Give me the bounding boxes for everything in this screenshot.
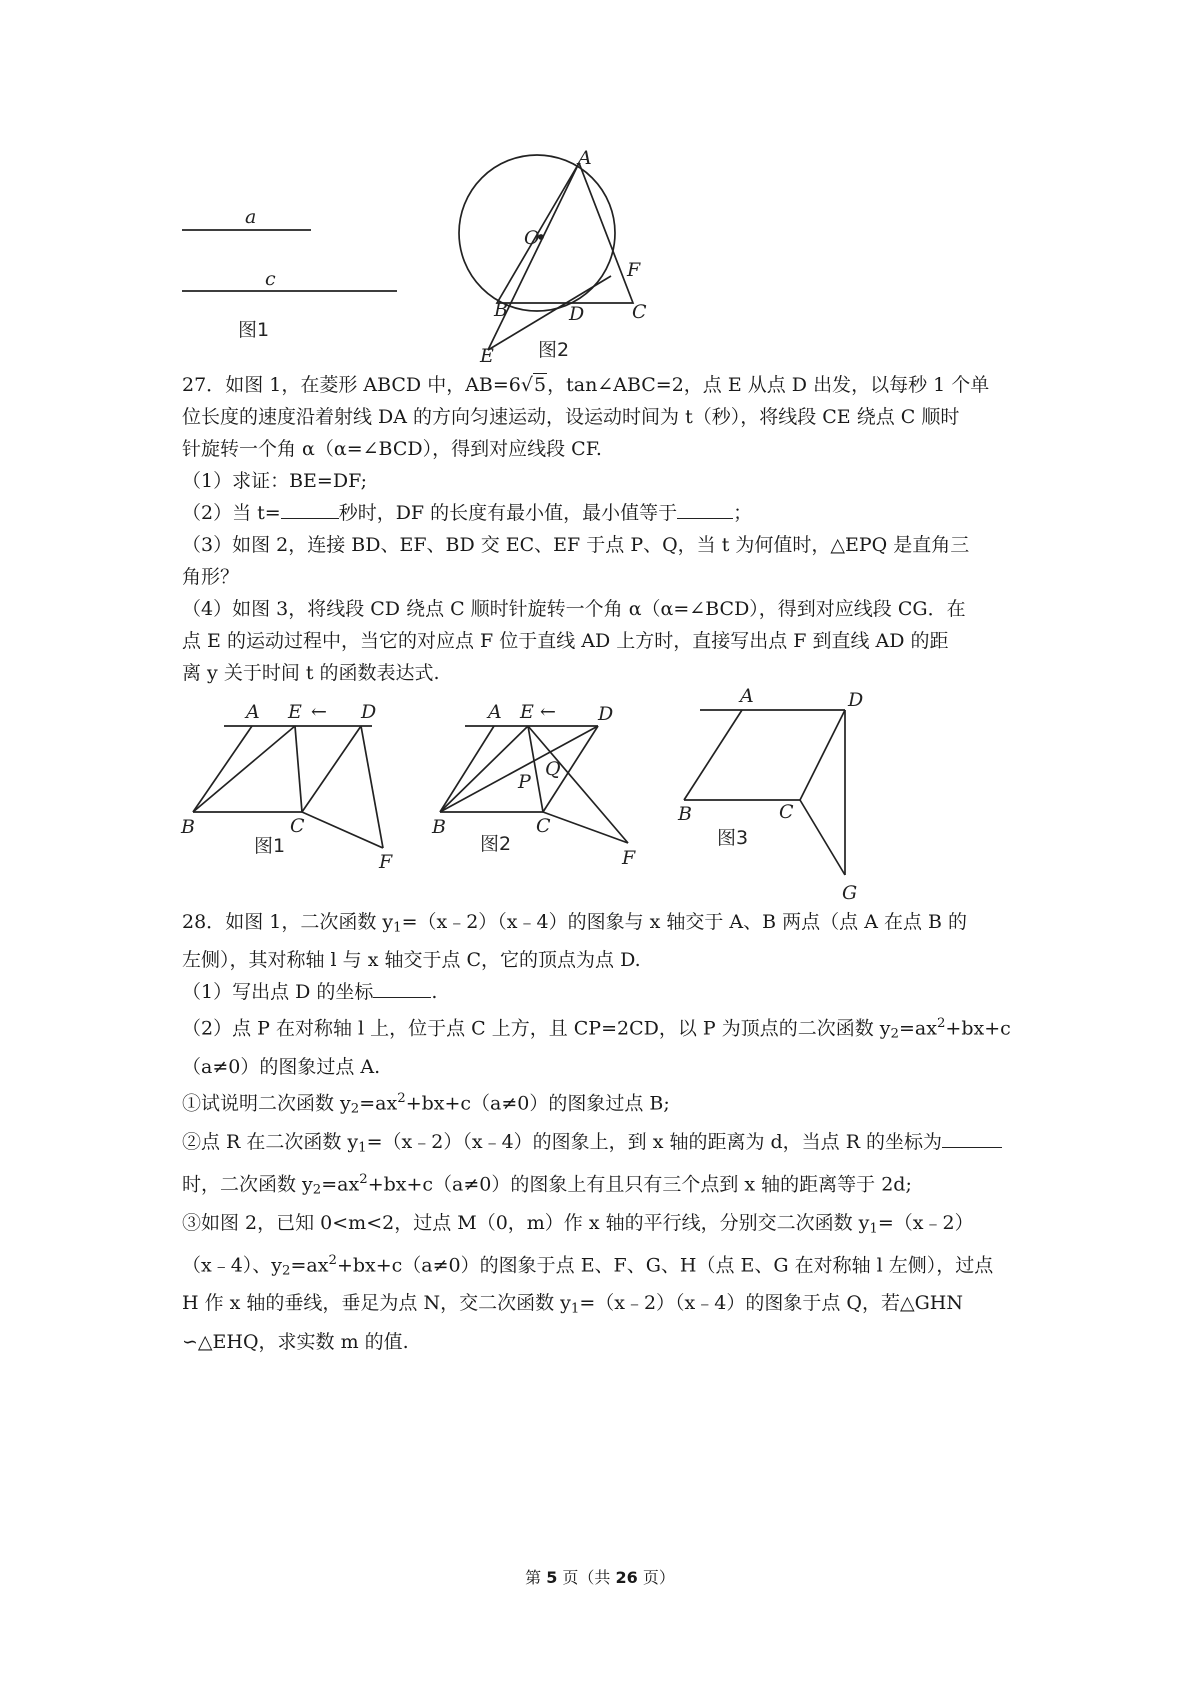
q27-part-text: （1）求证：BE=DF; xyxy=(182,470,367,492)
q28-part-text: ③如图 2，已知 0<m<2，过点 M（0，m）作 x 轴的平行线，分别交二次函数 y xyxy=(182,1211,870,1234)
label-P: P xyxy=(518,771,531,793)
q28-part-text: 时，二次函数 y xyxy=(182,1173,313,1196)
q28-sub-1 xyxy=(182,1083,1042,1126)
q28-part-2b xyxy=(182,1051,1042,1083)
line-ab xyxy=(684,710,742,800)
line-cf xyxy=(302,812,383,848)
label-B: B xyxy=(181,816,195,838)
caption-fig1-top: 图1 xyxy=(238,319,270,341)
q27-fig3 xyxy=(677,685,863,904)
sqrt-argument: 5 xyxy=(534,374,547,396)
arrow-left-icon: ← xyxy=(540,701,556,723)
line-cg xyxy=(800,800,845,875)
label-E: E xyxy=(520,701,534,723)
label-a: a xyxy=(245,206,257,228)
line-cd xyxy=(800,710,845,800)
q28-part-text: H 作 x 轴的垂线，垂足为点 N，交二次函数 y xyxy=(182,1292,571,1315)
label-C: C xyxy=(536,815,551,837)
q27-part-text: （2）当 t= xyxy=(182,502,281,524)
q28-sub-3 xyxy=(182,1207,1042,1245)
q28-part-text: ①试说明二次函数 y xyxy=(182,1092,351,1115)
label-A: A xyxy=(488,701,502,723)
q28-part-text: ②点 R 在二次函数 y xyxy=(182,1130,359,1153)
label-F: F xyxy=(627,259,641,281)
subscript: 1 xyxy=(358,1139,367,1155)
q28-number: 28． xyxy=(182,911,226,933)
q27-part-text: 角形？ xyxy=(182,566,240,588)
q28-sub-3c xyxy=(182,1287,1042,1325)
label-D: D xyxy=(361,701,377,723)
page-number: 5 xyxy=(546,1568,558,1587)
caption-q27-fig2: 图2 xyxy=(480,833,512,855)
q28-part-text: =ax xyxy=(321,1173,360,1196)
line-ab xyxy=(440,726,494,812)
label-D: D xyxy=(598,703,614,725)
q28-part-text: （a≠0）的图象过点 A. xyxy=(182,1055,381,1078)
q27-fig1 xyxy=(180,701,393,873)
label-D: D xyxy=(569,303,585,325)
answer-blank-d[interactable] xyxy=(373,977,431,998)
q27-number: 27． xyxy=(182,374,226,396)
q28-part-text: =（x﹣2） xyxy=(877,1211,974,1234)
label-G: G xyxy=(842,882,858,904)
q27-text: 针旋转一个角 α（α=∠BCD），得到对应线段 CF. xyxy=(182,438,602,460)
q28-part-text: +bx+c（a≠0）的图象上有且只有三个点到 x 轴的距离等于 2d; xyxy=(367,1173,912,1196)
arrow-left-icon: ← xyxy=(311,701,327,723)
question-28 xyxy=(182,906,1042,1358)
line-df xyxy=(361,726,383,848)
superscript: 2 xyxy=(397,1090,406,1106)
q28-line-2 xyxy=(182,944,1042,976)
q28-sub-2 xyxy=(182,1126,1042,1164)
q27-text: 如图 1，在菱形 ABCD 中，AB=6 xyxy=(225,374,521,396)
label-D: D xyxy=(848,689,864,711)
q27-part-text: （3）如图 2，连接 BD、EF、BD 交 EC、EF 于点 P、Q，当 t 为何值时，△EPQ 是直角三 xyxy=(182,534,970,556)
q28-part-text: =ax xyxy=(898,1017,937,1040)
line-ec xyxy=(295,726,302,812)
q28-text: =（x﹣2）（x﹣4）的图象与 x 轴交于 A、B 两点（点 A 在点 B 的 xyxy=(401,911,967,933)
subscript: 2 xyxy=(312,1182,322,1198)
label-F: F xyxy=(622,847,636,869)
line-cd xyxy=(302,726,361,812)
q28-part-text: +bx+c（a≠0）的图象过点 B; xyxy=(405,1092,670,1115)
q27-part-text: 点 E 的运动过程中，当它的对应点 F 位于直线 AD 上方时，直接写出点 F 到直线 AD 的距 xyxy=(182,630,949,652)
label-F: F xyxy=(379,851,393,873)
q28-sub-3b xyxy=(182,1245,1042,1288)
label-B: B xyxy=(494,299,508,321)
q28-line-1 xyxy=(182,906,1042,944)
superscript: 2 xyxy=(359,1171,368,1187)
subscript: 2 xyxy=(350,1101,360,1117)
line-bd xyxy=(440,726,598,812)
q28-part-2 xyxy=(182,1008,1042,1051)
label-c: c xyxy=(265,268,276,290)
answer-blank-r[interactable] xyxy=(942,1127,1002,1148)
footer-text: 第 xyxy=(525,1568,547,1587)
label-C: C xyxy=(779,801,794,823)
q27-fig2 xyxy=(431,701,636,869)
q28-part-text: +bx+c（a≠0）的图象于点 E、F、G、H（点 E、G 在对称轴 l 左侧），过点 xyxy=(336,1254,994,1277)
q28-sub-3d xyxy=(182,1326,1042,1358)
caption-fig2-top: 图2 xyxy=(538,339,570,361)
q27-text: ，tan∠ABC=2，点 E 从点 D 出发，以每秒 1 个单 xyxy=(547,374,990,396)
q28-part-text: =ax xyxy=(290,1254,329,1277)
label-E: E xyxy=(480,345,494,367)
footer-text: 页） xyxy=(637,1568,675,1587)
subscript: 1 xyxy=(393,920,402,936)
superscript: 2 xyxy=(328,1252,337,1268)
q27-part-text: （4）如图 3，将线段 CD 绕点 C 顺时针旋转一个角 α（α=∠BCD），得到对应线段 CG．在 xyxy=(182,598,966,620)
q27-text: 位长度的速度沿着射线 DA 的方向匀速运动，设运动时间为 t（秒），将线段 CE 绕点 C 顺时 xyxy=(182,406,960,428)
q27-part-text: 离 y 关于时间 t 的函数表达式. xyxy=(182,662,440,684)
label-A: A xyxy=(578,147,592,169)
label-O: O xyxy=(524,227,540,249)
label-A: A xyxy=(740,685,754,707)
sqrt-symbol: √5 xyxy=(520,374,547,396)
q28-sub-2b xyxy=(182,1164,1042,1207)
q28-part-text: （2）点 P 在对称轴 l 上，位于点 C 上方，且 CP=2CD，以 P 为顶点的二次函数 y xyxy=(182,1017,891,1040)
label-A: A xyxy=(246,701,260,723)
q28-part-text: +bx+c xyxy=(945,1017,1011,1040)
line-be xyxy=(440,726,528,812)
label-B: B xyxy=(432,816,446,838)
q28-part-1 xyxy=(182,976,1042,1008)
label-C: C xyxy=(632,301,647,323)
q28-part-text: =（x﹣2）（x﹣4）的图象于点 Q，若△GHN xyxy=(579,1292,963,1315)
subscript: 1 xyxy=(869,1220,878,1236)
caption-q27-fig3: 图3 xyxy=(717,827,749,849)
q27-part-text: 秒时，DF 的长度有最小值，最小值等于 xyxy=(338,502,678,524)
q28-text: 如图 1，二次函数 y xyxy=(225,911,394,933)
subscript: 2 xyxy=(282,1263,291,1279)
q28-part-text: . xyxy=(431,981,438,1004)
line-ec xyxy=(528,726,543,812)
label-Q: Q xyxy=(545,758,561,780)
q28-part-text: =ax xyxy=(359,1092,398,1115)
q27-part-text: ； xyxy=(733,502,753,524)
q28-part-text: ∽△EHQ，求实数 m 的值. xyxy=(182,1330,409,1353)
superscript: 2 xyxy=(936,1016,946,1032)
label-E: E xyxy=(288,701,302,723)
subscript: 2 xyxy=(890,1026,899,1042)
subscript: 1 xyxy=(570,1301,580,1317)
label-C: C xyxy=(290,815,305,837)
total-pages: 26 xyxy=(615,1568,638,1587)
q28-text: 左侧），其对称轴 l 与 x 轴交于点 C，它的顶点为点 D. xyxy=(182,949,641,972)
label-B: B xyxy=(678,803,692,825)
page-footer xyxy=(0,1565,1200,1588)
q28-part-text: =（x﹣2）（x﹣4）的图象上，到 x 轴的距离为 d，当点 R 的坐标为 xyxy=(366,1130,943,1153)
caption-q27-fig1: 图1 xyxy=(254,835,286,857)
q28-part-text: （1）写出点 D 的坐标 xyxy=(182,981,374,1004)
footer-text: 页（共 xyxy=(557,1568,616,1587)
q28-part-text: （x﹣4）、y xyxy=(182,1254,283,1277)
